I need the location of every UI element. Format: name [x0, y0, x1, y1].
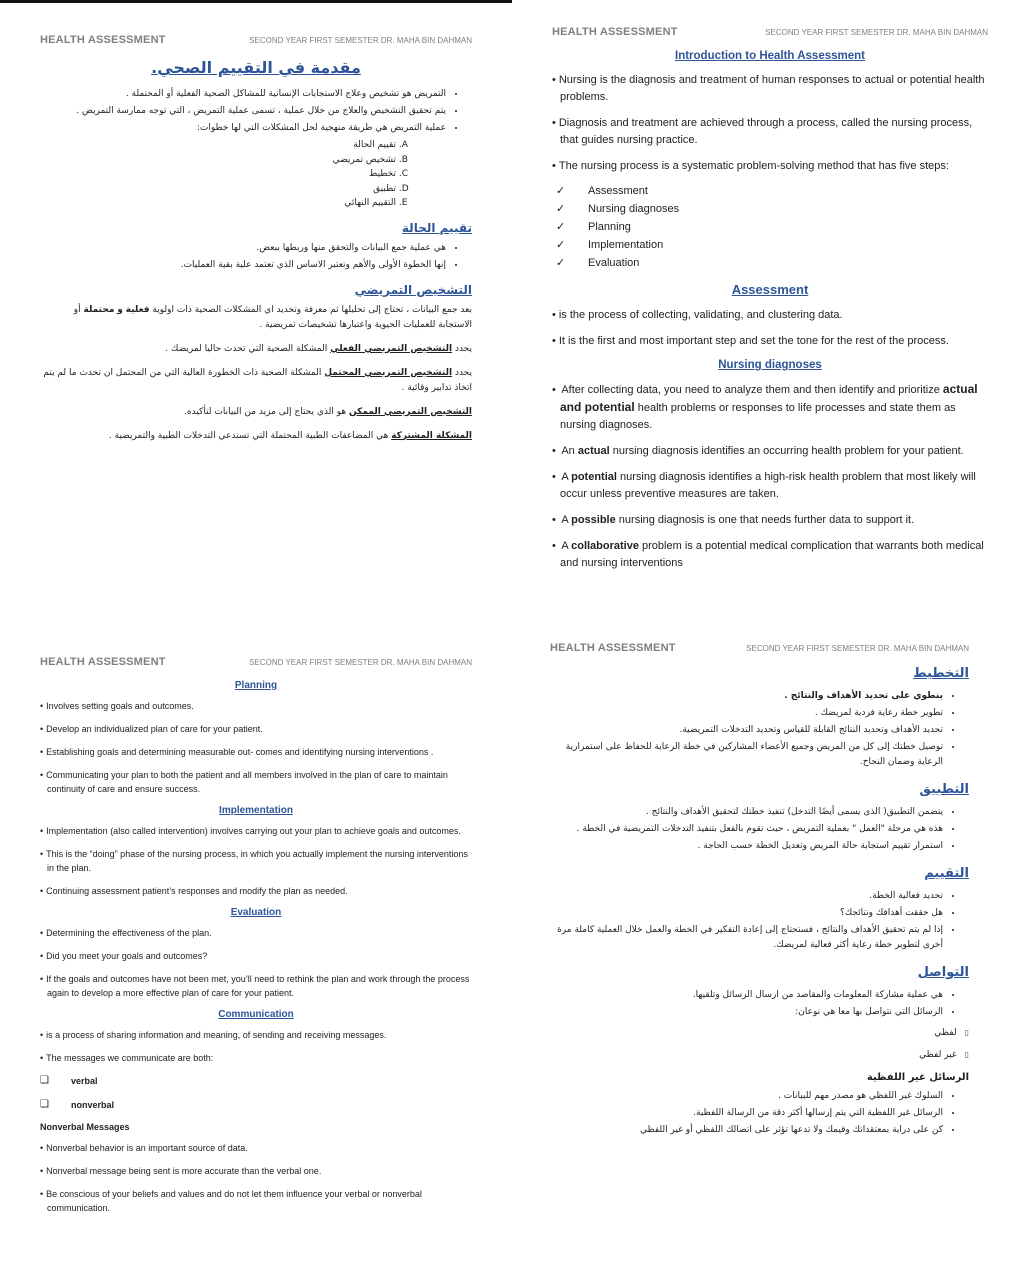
paragraph — [40, 429, 472, 444]
list-item: • تحديد فعالية الخطة. — [550, 889, 943, 904]
text-bold: المشكلة المشتركة — [391, 430, 472, 441]
list-item: • هي عملية مشاركة المعلومات والمقاصد من ارسال الرسائل وتلقيها. — [550, 988, 943, 1003]
list-item: • عملية التمريض هي طريقة منهجية لحل المشكلات التي لها خطوات: — [40, 121, 446, 136]
text: المشكلة الصحية التي تحدث حاليا لمريضك . — [165, 343, 328, 354]
text-bold: التشخيص التمريضي الفعلي — [330, 343, 453, 354]
text: المشكلة الصحية ذات الخطورة العالية التي من المحتمل ان تحدث ما لم يتم اتخاذ تدابير وقائية . — [43, 367, 472, 393]
section-heading-communication: التواصل — [917, 965, 969, 980]
assessment-list — [40, 241, 472, 273]
list-item: • Implementation (also called intervention) involves carrying out your plan to achieve goals and outcomes. — [40, 824, 472, 838]
paragraph — [40, 303, 472, 333]
message-type-label: غير لفظي — [919, 1050, 957, 1060]
check-icon: ✓ — [556, 239, 566, 251]
text: أو الاستجابة للعمليات الحيوية واعتبارها تشخيصات تمريضية . — [73, 304, 472, 330]
communication-list — [550, 988, 969, 1020]
planning-list — [550, 689, 969, 770]
header-title: HEALTH ASSESSMENT — [552, 26, 678, 38]
list-item: • إنها الخطوة الأولى والأهم وتعتبر الاساس الذي تعتمد علية بقية العمليات. — [40, 258, 446, 273]
list-item: • ينطوي على تحديد الأهداف والنتائج . — [550, 689, 943, 704]
steps-checklist — [552, 182, 988, 272]
section-heading-diagnoses: Nursing diagnoses — [718, 359, 822, 371]
step-label: Assessment — [588, 185, 648, 197]
list-item: • الرسائل التي نتواصل بها معا هي نوعان: — [550, 1005, 943, 1020]
section-heading-implementation: التطبيق — [919, 782, 969, 797]
text: يحدد — [454, 343, 472, 354]
list-item: • استمرار تقييم استجابة حالة المريض وتعديل الخطة حسب الحاجة . — [550, 839, 943, 854]
section-heading-planning: التخطيط — [913, 666, 969, 681]
text: A — [561, 514, 569, 526]
list-item: • Nursing is the diagnosis and treatment of human responses to actual or potential health problems. — [552, 72, 988, 106]
list-item: • تحديد الأهداف وتحديد النتائج القابلة للقياس وتحديد التدخلات التمريضية. — [550, 723, 943, 738]
list-item: • السلوك غير اللفظي هو مصدر مهم للبيانات . — [550, 1089, 943, 1104]
header-title: HEALTH ASSESSMENT — [550, 642, 676, 654]
list-item — [552, 381, 988, 434]
text-bold: محتملة — [83, 304, 115, 315]
steps-list — [40, 138, 472, 211]
list-item: • is the process of collecting, validating, and clustering data. — [552, 307, 988, 324]
list-item: C. تخطيط — [40, 167, 396, 182]
list-item: • يتم تحقيق التشخيص والعلاج من خلال عملية ، تسمى عملية التمريض ، التي توجه ممارسة التمريض . — [40, 104, 446, 119]
step-label: Planning — [588, 221, 631, 233]
list-item: E. التقييم النهائي — [40, 196, 396, 211]
page-header — [550, 642, 969, 654]
implementation-list — [550, 805, 969, 854]
list-item — [552, 538, 988, 572]
paragraph — [40, 366, 472, 396]
list-item — [552, 512, 988, 529]
section-heading-planning: Planning — [234, 680, 278, 691]
text-bold: collaborative — [571, 540, 639, 552]
list-item: • This is the “doing” phase of the nursing process, in which you actually implement the nursing interventions in the plan. — [40, 847, 472, 875]
text: nursing diagnosis identifies an occurring health problem for your patient. — [612, 445, 964, 457]
list-item: • هل حققت أهدافك ونتائجك؟ — [550, 906, 943, 921]
check-item — [556, 200, 988, 218]
text: problem is a potential medical complication that warrants both medical and nursing interventions — [560, 540, 984, 569]
list-item: • Diagnosis and treatment are achieved through a process, called the nursing process, that guides nursing practice. — [552, 115, 988, 149]
page-english-planning — [0, 640, 512, 1280]
list-item: • Nonverbal behavior is an important source of data. — [40, 1141, 472, 1155]
list-item: • Nonverbal message being sent is more accurate than the verbal one. — [40, 1164, 472, 1178]
list-item: • Did you meet your goals and outcomes? — [40, 949, 472, 963]
paragraph — [40, 405, 472, 420]
list-item — [552, 469, 988, 503]
check-icon: ✓ — [556, 185, 566, 197]
list-item: • It is the first and most important step and set the tone for the rest of the process. — [552, 333, 988, 350]
check-item — [556, 182, 988, 200]
text-bold: actual and potential — [560, 382, 978, 414]
page-header — [40, 34, 472, 46]
check-item — [556, 218, 988, 236]
list-item: A. تقييم الحالة — [40, 138, 396, 153]
checkbox-icon: ▯ — [964, 1028, 969, 1037]
check-icon: ✓ — [556, 203, 566, 215]
checkbox-icon: ❑ — [40, 1075, 49, 1086]
section-heading-assessment: تقييم الحالة — [401, 220, 472, 235]
intro-list — [40, 87, 472, 136]
list-item: • The messages we communicate are both: — [40, 1051, 472, 1065]
list-item: D. تطبيق — [40, 182, 396, 197]
text: A — [561, 471, 569, 483]
section-heading-evaluation: Evaluation — [230, 907, 282, 918]
text-bold: possible — [571, 514, 616, 526]
list-item: • الرسائل غير اللفظية التي يتم إرسالها أكثر دقة من الرسالة اللفظية. — [550, 1106, 943, 1121]
page-english-intro — [512, 0, 1024, 640]
check-item — [556, 236, 988, 254]
header-subtitle: SECOND YEAR FIRST SEMESTER DR. MAHA BIN DAHMAN — [249, 658, 472, 667]
message-type-label: verbal — [71, 1076, 98, 1086]
step-label: Nursing diagnoses — [588, 203, 680, 215]
message-type-label: nonverbal — [71, 1100, 115, 1110]
check-icon: ✓ — [556, 257, 566, 269]
text: health problems or responses to life processes and state them as nursing diagnoses. — [560, 402, 956, 431]
step-label: Evaluation — [588, 257, 640, 269]
section-heading-diagnosis: التشخيص التمريضي — [354, 282, 472, 297]
check-item — [556, 254, 988, 272]
message-type-item — [40, 1098, 472, 1112]
text: هو الذي يحتاج إلى مزيد من البيانات لتأكيده. — [184, 406, 347, 417]
list-item: • is a process of sharing information and meaning, of sending and receiving messages. — [40, 1028, 472, 1042]
list-item: • Be conscious of your beliefs and values and do not let them influence your verbal or nonverbal communication. — [40, 1187, 472, 1215]
list-item: • توصيل خطتك إلى كل من المريض وجميع الأعضاء المشاركين في خطة الرعاية للحفاظ على استمرارية الرعاية وضمان النجاح. — [550, 740, 943, 770]
list-item — [552, 443, 988, 460]
list-item: • تطوير خطة رعاية فردية لمريضك . — [550, 706, 943, 721]
page-header — [552, 26, 988, 38]
header-subtitle: SECOND YEAR FIRST SEMESTER DR. MAHA BIN DAHMAN — [746, 644, 969, 653]
list-item: • Continuing assessment patient’s responses and modify the plan as needed. — [40, 884, 472, 898]
list-item: B. تشخيص تمريضي — [40, 153, 396, 168]
header-title: HEALTH ASSESSMENT — [40, 656, 166, 668]
list-item: • إذا لم يتم تحقيق الأهداف والنتائج ، فستحتاج إلى إعادة التفكير في الخطة والعمل خلال العملية كاملة مرة أخرى لتطوير خطة رعاية أكثر فعالية لمريضك. — [550, 923, 943, 953]
text-bold: فعلية — [125, 304, 150, 315]
text: هي المضاعفات الطبية المحتملة التي تستدعي التدخلات الطبية والتمريضية . — [108, 430, 389, 441]
header-subtitle: SECOND YEAR FIRST SEMESTER DR. MAHA BIN DAHMAN — [765, 28, 988, 37]
text-bold: actual — [577, 445, 610, 457]
text: After collecting data, you need to analyze them and then identify and prioritize — [561, 384, 940, 396]
text: يحدد — [454, 367, 472, 378]
checkbox-icon: ❑ — [40, 1099, 49, 1110]
message-type-label: لفظي — [934, 1028, 957, 1038]
page-arabic-planning — [512, 640, 1024, 1280]
text: nursing diagnosis is one that needs further data to support it. — [618, 514, 915, 526]
subheading-nonverbal: Nonverbal Messages — [40, 1122, 130, 1132]
text-bold: potential — [571, 471, 617, 483]
message-type-item — [550, 1026, 969, 1040]
text: A — [561, 540, 569, 552]
message-type-item — [40, 1074, 472, 1088]
page-title: Introduction to Health Assessment — [675, 50, 865, 62]
list-item: • هي عملية جمع البيانات والتحقق منها وربطها ببعض. — [40, 241, 446, 256]
step-label: Implementation — [588, 239, 664, 251]
evaluation-list — [550, 889, 969, 953]
section-heading-implementation: Implementation — [219, 805, 293, 816]
list-item: • Establishing goals and determining measurable out- comes and identifying nursing interventions . — [40, 745, 472, 759]
message-type-item — [550, 1048, 969, 1062]
page-title: مقدمة في التقييم الصحي. — [151, 58, 361, 77]
header-subtitle: SECOND YEAR FIRST SEMESTER DR. MAHA BIN DAHMAN — [249, 36, 472, 45]
subheading-nonverbal: الرسائل غير اللفظية — [866, 1072, 969, 1083]
list-item: • كن على دراية بمعتقداتك وقيمك ولا تدعها تؤثر على اتصالك اللفظي أو غير اللفظي — [550, 1123, 943, 1138]
list-item: • يتضمن التطبيق( الذي يسمى أيضًا التدخل) تنفيذ خطتك لتحقيق الأهداف والنتائج . — [550, 805, 943, 820]
text: An — [561, 445, 575, 457]
list-item: • Involves setting goals and outcomes. — [40, 699, 472, 713]
nonverbal-list — [550, 1089, 969, 1138]
list-item: • Communicating your plan to both the patient and all members involved in the plan of care to maintain continuity of care and ensure success. — [40, 768, 472, 796]
list-item: • التمريض هو تشخيص وعلاج الاستجابات الإنسانية للمشاكل الصحية الفعلية أو المحتملة . — [40, 87, 446, 102]
page-arabic-intro — [0, 0, 512, 640]
page-header — [40, 656, 472, 668]
check-icon: ✓ — [556, 221, 566, 233]
text-bold: و — [117, 304, 123, 315]
paragraph — [40, 342, 472, 357]
checkbox-icon: ▯ — [964, 1050, 969, 1059]
header-title: HEALTH ASSESSMENT — [40, 34, 166, 46]
section-heading-assessment: Assessment — [731, 282, 809, 297]
text-bold: التشخيص التمريضي المحتمل — [324, 367, 453, 378]
list-item: • هذه هي مرحلة "العمل " بعملية التمريض ، حيث تقوم بالفعل بتنفيذ التدخلات التمريضية في الخطة . — [550, 822, 943, 837]
text: بعد جمع البيانات ، تحتاج إلى تحليلها ثم معرفة وتحديد اي المشكلات الصحية ذات اولوية — [152, 304, 472, 315]
list-item: • The nursing process is a systematic problem-solving method that has five steps: — [552, 158, 988, 175]
text-bold: التشخيص التمريضي الممكن — [349, 406, 472, 417]
section-heading-communication: Communication — [218, 1009, 294, 1020]
text: nursing diagnosis identifies a high-risk health problem that most likely will occur unless preventive measures are taken. — [560, 471, 976, 500]
list-item: • Develop an individualized plan of care for your patient. — [40, 722, 472, 736]
list-item: • If the goals and outcomes have not been met, you’ll need to rethink the plan and work through the process again to develop a more effective plan of care for your patient. — [40, 972, 472, 1000]
section-heading-evaluation: التقييم — [924, 866, 969, 881]
list-item: • Determining the effectiveness of the plan. — [40, 926, 472, 940]
